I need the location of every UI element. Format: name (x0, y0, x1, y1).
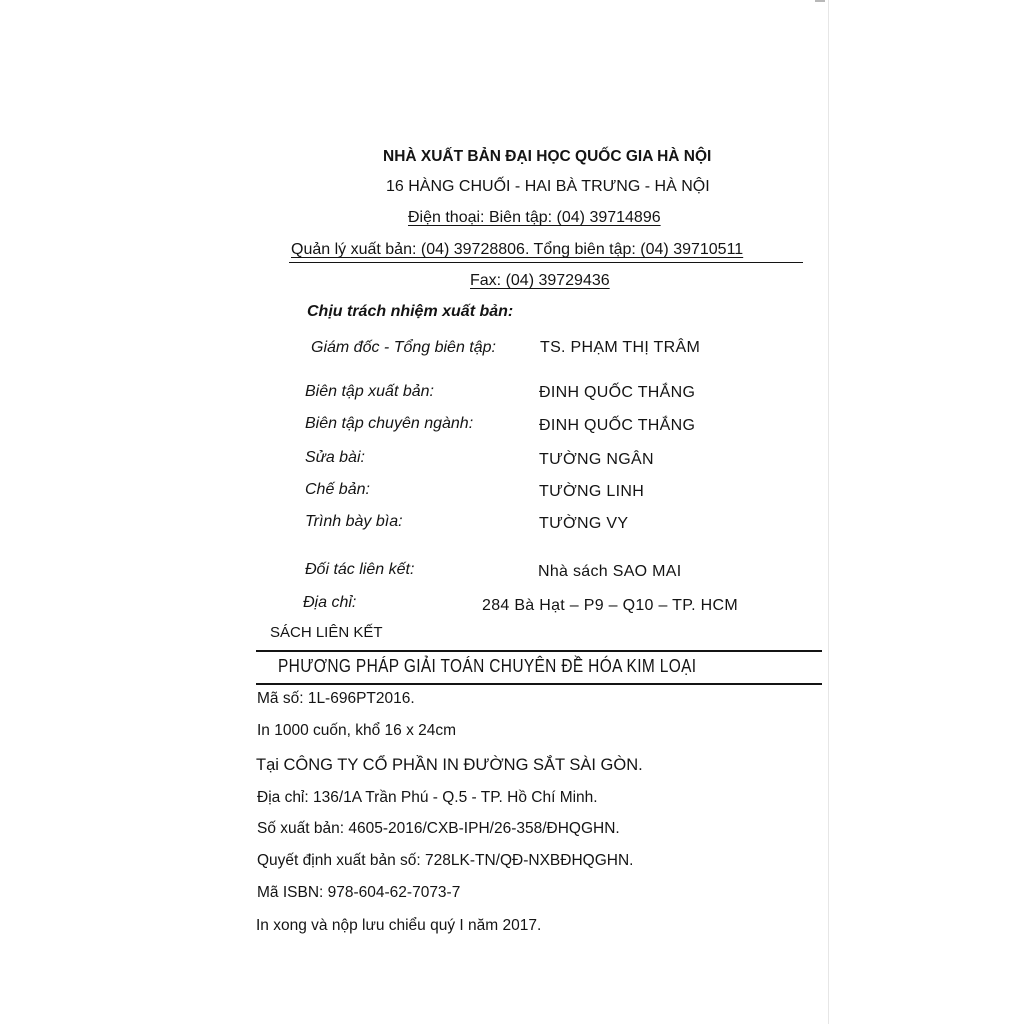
book-title: PHƯƠNG PHÁP GIẢI TOÁN CHUYÊN ĐỀ HÓA KIM LOẠI (278, 656, 697, 676)
deposit-note: In xong và nộp lưu chiểu quý I năm 2017. (256, 917, 542, 934)
publishing-decision: Quyết định xuất bản số: 728LK-TN/QĐ-NXBĐHQGHN. (257, 852, 634, 869)
print-run: In 1000 cuốn, khổ 16 x 24cm (257, 722, 457, 739)
role-publishing-editor: Biên tập xuất bản: (305, 383, 434, 400)
page-edge (828, 0, 829, 1024)
role-typesetter: Chế bản: (305, 481, 370, 498)
publisher-name: NHÀ XUẤT BẢN ĐẠI HỌC QUỐC GIA HÀ NỘI (383, 148, 712, 165)
management-underline (289, 262, 803, 263)
printer-address: Địa chỉ: 136/1A Trần Phú - Q.5 - TP. Hồ Chí Minh. (257, 789, 598, 806)
publisher-fax: Fax: (04) 39729436 (470, 272, 610, 289)
name-partner: Nhà sách SAO MAI (538, 563, 682, 580)
name-publishing-editor: ĐINH QUỐC THẮNG (539, 384, 696, 401)
role-director: Giám đốc - Tổng biên tập: (311, 339, 496, 356)
title-top-rule (256, 650, 822, 652)
name-cover-designer: TƯỜNG VY (539, 515, 629, 532)
responsibility-heading: Chịu trách nhiệm xuất bản: (307, 303, 514, 320)
role-specialist-editor: Biên tập chuyên ngành: (305, 415, 474, 432)
title-bottom-rule (256, 683, 822, 685)
publisher-address: 16 HÀNG CHUỐI - HAI BÀ TRƯNG - HÀ NỘI (386, 178, 710, 195)
partner-address: 284 Bà Hạt – P9 – Q10 – TP. HCM (482, 597, 738, 614)
isbn: Mã ISBN: 978-604-62-7073-7 (257, 884, 461, 901)
name-proofreader: TƯỜNG NGÂN (539, 451, 654, 468)
role-cover-designer: Trình bày bìa: (305, 513, 403, 530)
name-director: TS. PHẠM THỊ TRÂM (540, 339, 701, 356)
name-specialist-editor: ĐINH QUỐC THẮNG (539, 417, 696, 434)
role-address: Địa chỉ: (303, 594, 357, 611)
book-code: Mã số: 1L-696PT2016. (257, 690, 415, 707)
book-type-label: SÁCH LIÊN KẾT (270, 624, 383, 641)
page-corner-mark (815, 0, 825, 2)
printer-company: Tại CÔNG TY CỔ PHẦN IN ĐƯỜNG SẮT SÀI GÒN. (256, 756, 643, 774)
publisher-management-phone: Quản lý xuất bản: (04) 39728806. Tổng biên tập: (04) 39710511 (291, 241, 744, 258)
name-typesetter: TƯỜNG LINH (539, 483, 645, 500)
role-proofreader: Sửa bài: (305, 449, 365, 466)
publisher-phone: Điện thoại: Biên tập: (04) 39714896 (408, 209, 661, 226)
role-partner: Đối tác liên kết: (305, 561, 415, 578)
publishing-number: Số xuất bản: 4605-2016/CXB-IPH/26-358/ĐHQGHN. (257, 820, 620, 837)
